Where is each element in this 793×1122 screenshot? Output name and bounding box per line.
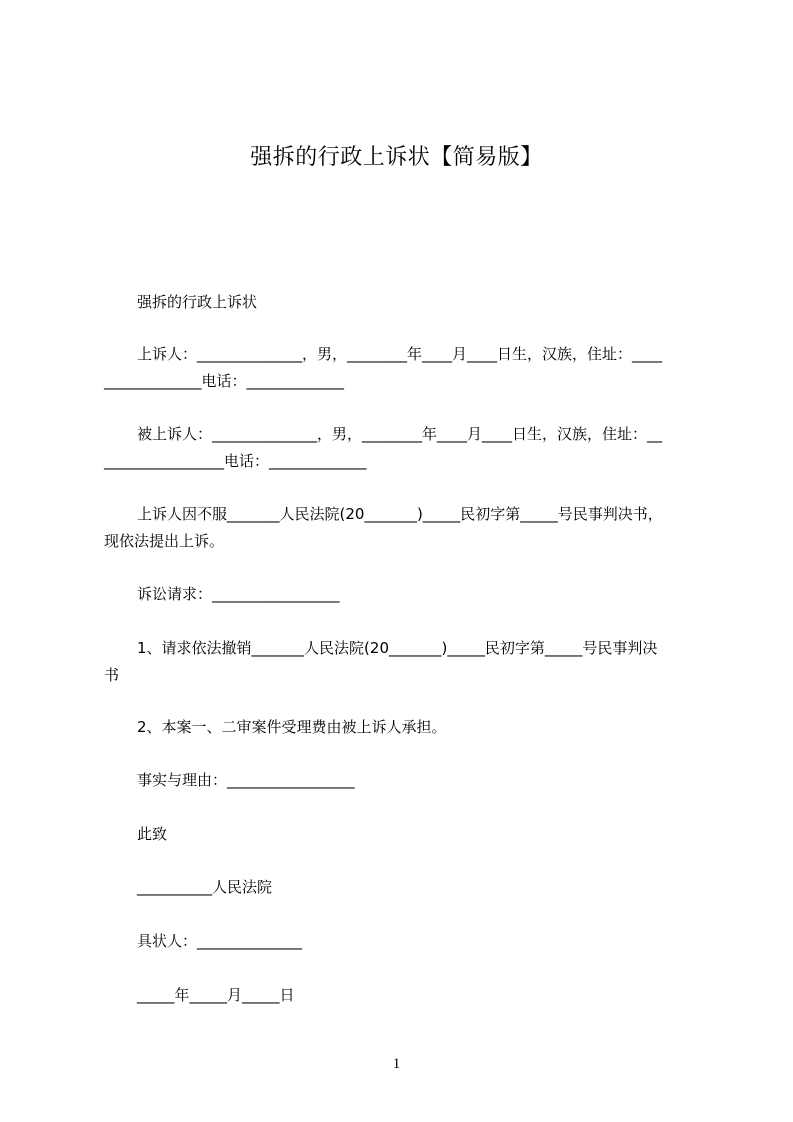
court-addressee: __________人民法院 bbox=[137, 878, 273, 896]
appeal-reason-line-1: 上诉人因不服_______人民法院(20_______)_____民初字第_____号民事判决书， bbox=[137, 505, 663, 523]
appellee-line-2: ________________电话：_____________ bbox=[104, 452, 367, 470]
claim-2: 2、本案一、二审案件受理费由被上诉人承担。 bbox=[137, 718, 447, 736]
appellant-line-1: 上诉人：______________，男，________年____月____日生，汉族，住址：____ bbox=[137, 345, 663, 363]
appellant-line-2: _____________电话：_____________ bbox=[104, 372, 345, 390]
appeal-reason-line-2: 现依法提出上诉。 bbox=[104, 532, 225, 550]
document-subtitle: 强拆的行政上诉状 bbox=[137, 293, 258, 311]
claims-label: 诉讼请求：_________________ bbox=[137, 585, 340, 603]
claim-1-line-2: 书 bbox=[104, 666, 120, 684]
date-line: _____年_____月_____日 bbox=[137, 986, 295, 1004]
page-number: 1 bbox=[392, 1056, 401, 1072]
claim-1-line-1: 1、请求依法撤销_______人民法院(20_______)_____民初字第_____号民事判决 bbox=[137, 639, 658, 657]
closing-salutation: 此致 bbox=[137, 825, 168, 843]
document-title: 强拆的行政上诉状【简易版】 bbox=[250, 145, 543, 170]
signer-line: 具状人：______________ bbox=[137, 932, 303, 950]
appellee-line-1: 被上诉人：______________，男，________年____月____日生，汉族，住址：__ bbox=[137, 425, 663, 443]
facts-label: 事实与理由：_________________ bbox=[137, 771, 355, 789]
